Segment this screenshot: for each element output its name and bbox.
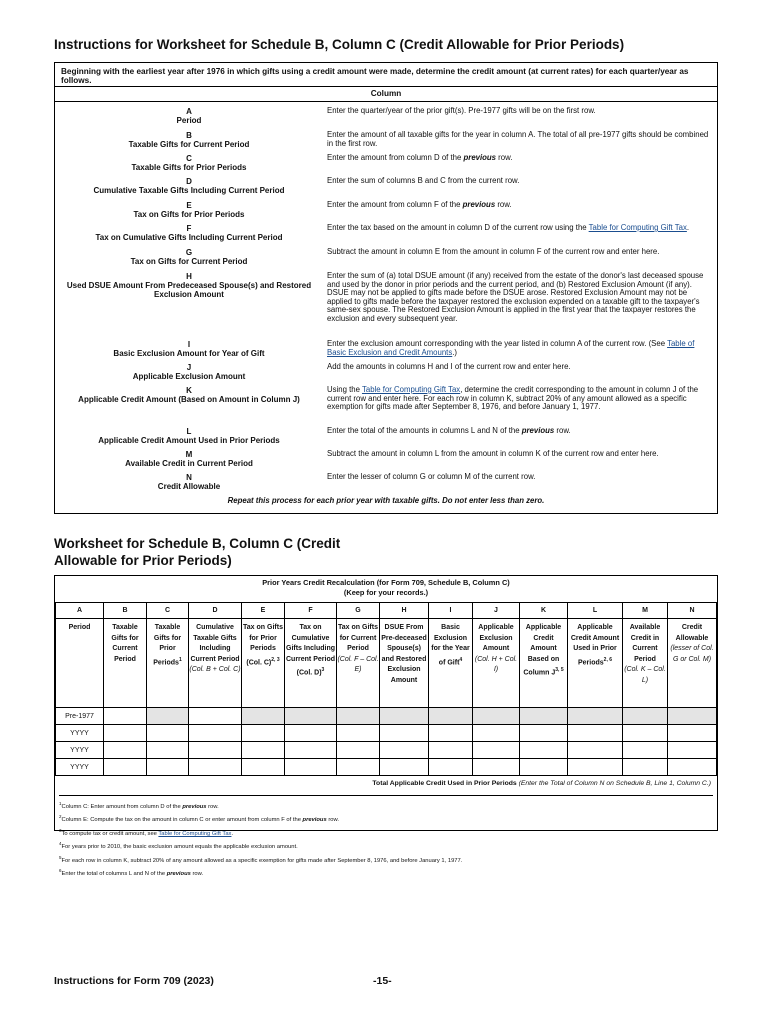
column-letter-cell: A (56, 603, 104, 619)
footnote-text: Column E: Compute the tax on the amount in column C or enter amount from column F of the (61, 817, 303, 824)
instruction-text: Enter the sum of (a) total DSUE amount (if any) received from the estate of the donor's last deceased spouse and used by the donor in prior periods and the current period, and (b) Restored Exclusion Amount (if any). DSUE may not be applied to gifts made before the DSUE arose. Restored Exclusion Amount may not be applied to gifts made before the taxpayer restored the exclusion expended on a taxable gift to the taxpayer's same-sex spouse. The Restored Exclusion Amount is applied in the first year that the taxpayer restores the exclusion and every subsequent year. (327, 271, 704, 323)
column-name: Tax on Cumulative Gifts Including Current Period (95, 233, 283, 242)
worksheet-input-cell[interactable] (623, 708, 668, 725)
instruction-text: row. (495, 200, 512, 209)
instruction-text: Enter the lesser of column G or column M of the current row. (327, 472, 536, 481)
total-line (372, 780, 711, 787)
worksheet-input-cell[interactable] (189, 725, 242, 742)
column-letter: C (186, 154, 192, 163)
worksheet-input-cell[interactable] (380, 742, 429, 759)
worksheet-input-cell[interactable] (242, 725, 285, 742)
column-header-text: Tax on Gifts for Prior Periods (Col. C) (243, 624, 283, 666)
column-instruction (327, 131, 711, 148)
worksheet-input-cell[interactable] (285, 742, 337, 759)
footnote-emphasis: previous (182, 803, 207, 810)
worksheet-input-cell[interactable] (473, 725, 520, 742)
column-instruction (327, 248, 711, 257)
column-letter-cell: I (429, 603, 473, 619)
column-header-text: Taxable Gifts for Prior Periods (153, 624, 182, 666)
column-header-cell (623, 619, 668, 708)
worksheet-input-cell[interactable] (189, 759, 242, 776)
worksheet-input-cell[interactable] (668, 725, 717, 742)
instruction-text: Enter the amount from column F of the (327, 200, 463, 209)
column-header-cell (56, 619, 104, 708)
worksheet-row (56, 742, 717, 759)
column-name-cell (55, 272, 323, 299)
worksheet-input-cell[interactable] (189, 742, 242, 759)
column-instruction (327, 154, 711, 163)
worksheet-input-cell[interactable] (147, 759, 189, 776)
column-formula: (Col. B + Col. C) (189, 666, 241, 673)
instruction-text: Using the (327, 385, 362, 394)
column-instruction (327, 340, 711, 357)
worksheet-input-cell[interactable] (104, 759, 147, 776)
worksheet-input-cell[interactable] (429, 708, 473, 725)
instruction-text: . (686, 223, 690, 232)
footnote-text: Enter the total of columns L and N of the (61, 871, 167, 878)
worksheet-input-cell[interactable] (285, 759, 337, 776)
column-header-text: Applicable Exclusion Amount (478, 624, 514, 652)
footnote (59, 826, 713, 839)
column-instruction (327, 177, 711, 186)
column-name-cell (55, 450, 323, 468)
column-name: Tax on Gifts for Current Period (130, 257, 248, 266)
footer-form-title: Instructions for Form 709 (2023) (54, 975, 214, 987)
worksheet-input-cell[interactable] (520, 742, 568, 759)
column-name-cell (55, 473, 323, 491)
column-letter-cell: M (623, 603, 668, 619)
column-letter-cell: N (668, 603, 717, 619)
column-header-text: Applicable Credit Amount Used in Prior Periods (570, 624, 620, 666)
worksheet-input-cell[interactable] (429, 759, 473, 776)
worksheet-box (54, 575, 718, 878)
footnote-number: 4 (59, 841, 62, 847)
column-formula: (lesser of Col. G or Col. M) (670, 645, 714, 663)
column-instruction (327, 386, 711, 412)
footnote-text: row. (326, 817, 339, 824)
instruction-text: , determine the credit corresponding to the amount in column J of the current row and enter here. For each row in column K, subtract 20% of any amount allowed as a specific exemption for gifts made after September 8, 1976, and before January 1, 1977. (327, 385, 699, 412)
row-period-label: YYYY (56, 759, 104, 776)
footnote-ref: 1 (178, 656, 182, 663)
instruction-text: row. (554, 426, 571, 435)
column-instruction (327, 107, 711, 116)
worksheet-input-cell[interactable] (668, 742, 717, 759)
column-name: Period (176, 116, 202, 125)
column-letter: D (186, 177, 192, 186)
column-header-text: Basic Exclusion for the Year of Gift (431, 624, 470, 666)
column-header-row (56, 619, 717, 708)
column-name: Basic Exclusion Amount for Year of Gift (113, 349, 265, 358)
column-name-cell (55, 363, 323, 381)
column-formula: (Col. H + Col. I) (474, 655, 518, 673)
column-letter-cell: K (520, 603, 568, 619)
column-letter-cell: G (337, 603, 380, 619)
footnote-text: For each row in column K, subtract 20% of any amount allowed as a specific exemption for gifts made after September 8, 1976, and before January 1, 1977. (61, 857, 463, 864)
column-letter: A (186, 107, 192, 116)
column-name-cell (55, 131, 323, 149)
column-instruction (327, 450, 711, 459)
worksheet-input-cell[interactable] (623, 725, 668, 742)
footnote-text: row. (190, 871, 204, 878)
worksheet-input-cell[interactable] (242, 742, 285, 759)
instruction-text: Subtract the amount in column L from the amount in column K of the current row and enter here. (327, 449, 659, 458)
instruction-text: Add the amounts in columns H and I of the current row and enter here. (327, 362, 571, 371)
worksheet-input-cell[interactable] (147, 742, 189, 759)
footnote-number: 1 (59, 801, 62, 806)
worksheet-input-cell[interactable] (337, 708, 380, 725)
column-header-cell (429, 619, 473, 708)
column-header-text: Credit Allowable (675, 624, 709, 642)
total-label: Total Applicable Credit Used in Prior Periods (372, 780, 517, 787)
column-letter: L (186, 427, 192, 436)
worksheet-input-cell[interactable] (242, 759, 285, 776)
row-period-label: Pre-1977 (56, 708, 104, 725)
column-name-cell (55, 340, 323, 358)
column-name-cell (55, 427, 323, 445)
worksheet-input-cell[interactable] (520, 759, 568, 776)
table-link[interactable]: Table of Basic Exclusion and Credit Amounts (327, 339, 695, 357)
instruction-text: Enter the amount from column D of the (327, 153, 464, 162)
repeat-note: Repeat this process for each prior year with taxable gifts. Do not enter less than zero. (227, 496, 545, 505)
worksheet-input-cell[interactable] (380, 759, 429, 776)
total-instruction: (Enter the Total of Column N on Schedule B, Line 1, Column C.) (518, 780, 711, 787)
column-name-cell (55, 224, 323, 242)
column-header-cell (337, 619, 380, 708)
footnote-emphasis: previous (302, 817, 327, 824)
instructions-box (54, 62, 718, 514)
worksheet-input-cell[interactable] (520, 708, 568, 725)
column-header-cell (189, 619, 242, 708)
column-header-text: Period (68, 624, 91, 631)
footnote (59, 866, 713, 879)
column-name: Taxable Gifts for Prior Periods (131, 163, 247, 172)
footnote-ref: 2, 6 (603, 656, 613, 663)
worksheet-input-cell[interactable] (623, 759, 668, 776)
column-letter-cell: C (147, 603, 189, 619)
column-name: Tax on Gifts for Prior Periods (133, 210, 245, 219)
worksheet-input-cell[interactable] (285, 708, 337, 725)
footnote (59, 812, 713, 825)
column-header-text: Tax on Cumulative Gifts Including Current Period (Col. D) (285, 624, 335, 677)
footnote-text: For years prior to 2010, the basic exclusion amount equals the applicable exclusion amount. (61, 844, 298, 851)
worksheet-input-cell[interactable] (242, 708, 285, 725)
column-letter-row (56, 603, 717, 619)
worksheet-input-cell[interactable] (473, 759, 520, 776)
column-name: Applicable Credit Amount Used in Prior Periods (98, 436, 280, 445)
footnote-text: Column C: Enter amount from column D of the (61, 803, 183, 810)
column-name-cell (55, 201, 323, 219)
column-letter: B (186, 131, 192, 140)
column-letter: F (186, 224, 192, 233)
instruction-text: Enter the tax based on the amount in column D of the current row using the (327, 223, 589, 232)
column-instruction (327, 427, 711, 436)
worksheet-input-cell[interactable] (668, 708, 717, 725)
footnote-number: 6 (59, 868, 62, 874)
worksheet-input-cell[interactable] (520, 725, 568, 742)
worksheet-input-cell[interactable] (337, 725, 380, 742)
column-name: Credit Allowable (157, 482, 221, 491)
column-letter: K (186, 386, 192, 395)
column-instruction (327, 363, 711, 372)
worksheet-input-cell[interactable] (147, 708, 189, 725)
instruction-text: Enter the sum of columns B and C from the current row. (327, 176, 520, 185)
column-letter-cell: J (473, 603, 520, 619)
column-header-cell (568, 619, 623, 708)
footnote-number: 3 (59, 827, 62, 833)
footnote-emphasis: previous (166, 871, 191, 878)
worksheet-input-cell[interactable] (285, 725, 337, 742)
column-header-text: Tax on Gifts for Current Period (338, 624, 378, 652)
footnote-ref: 2, 3 (271, 656, 280, 663)
column-name: Applicable Exclusion Amount (132, 372, 246, 381)
column-formula: (Col. F – Col. E) (337, 655, 379, 673)
instruction-text: Enter the quarter/year of the prior gift(s). Pre-1977 gifts will be on the first row. (327, 106, 596, 115)
worksheet-subcaption: (Keep for your records.) (343, 588, 429, 597)
column-header-text: DSUE From Pre-deceased Spouse(s) and Restored Exclusion Amount (381, 624, 427, 684)
footnotes (59, 795, 713, 880)
section1-title: Instructions for Worksheet for Schedule B, Column C (Credit Allowable for Prior Periods) (54, 37, 625, 52)
instruction-text: .) (452, 347, 458, 357)
table-link[interactable]: Table for Computing Gift Tax (361, 385, 461, 394)
column-letter-cell: E (242, 603, 285, 619)
column-header-cell (473, 619, 520, 708)
footnote (59, 799, 713, 812)
worksheet-row (56, 708, 717, 725)
column-letter-cell: D (189, 603, 242, 619)
column-name-cell (55, 248, 323, 266)
footnote (59, 853, 713, 866)
worksheet-input-cell[interactable] (337, 759, 380, 776)
row-period-label: YYYY (56, 742, 104, 759)
footnote-text: . (231, 830, 234, 837)
worksheet-table (55, 602, 717, 776)
footnote-number: 5 (59, 854, 62, 860)
worksheet-input-cell[interactable] (429, 725, 473, 742)
column-instruction (327, 224, 711, 233)
footnote-text: row. (206, 803, 219, 810)
column-name: Cumulative Taxable Gifts Including Current Period (93, 186, 285, 195)
column-header-cell (520, 619, 568, 708)
column-header-text: Applicable Credit Amount Based on Column J (523, 624, 562, 677)
column-instruction (327, 272, 711, 324)
footnote-number: 2 (59, 814, 62, 820)
instruction-text: row. (496, 153, 513, 162)
column-name-cell (55, 107, 323, 125)
column-formula: (Col. K – Col. L) (624, 666, 666, 684)
column-header-text: Taxable Gifts for Current Period (111, 624, 139, 663)
column-letter: M (185, 450, 193, 459)
column-letter: G (185, 248, 193, 257)
instruction-emphasis: previous (462, 200, 496, 209)
worksheet-table-title (55, 576, 717, 602)
column-header-cell (668, 619, 717, 708)
worksheet-input-cell[interactable] (568, 742, 623, 759)
column-name: Available Credit in Current Period (125, 459, 253, 468)
instruction-emphasis: previous (463, 153, 497, 162)
section2-title: Worksheet for Schedule B, Column C (Credit Allowable for Prior Periods) (54, 536, 341, 568)
instruction-text: Subtract the amount in column E from the amount in column F of the current row and enter here. (327, 247, 660, 256)
table-link[interactable]: Table for Computing Gift Tax (158, 830, 232, 837)
worksheet-input-cell[interactable] (429, 742, 473, 759)
worksheet-input-cell[interactable] (337, 742, 380, 759)
column-name: Taxable Gifts for Current Period (128, 140, 250, 149)
worksheet-input-cell[interactable] (623, 742, 668, 759)
instructions-intro: Beginning with the earliest year after 1976 in which gifts using a credit amount were made, determine the credit amount (at current rates) for each quarter/year as follows. (55, 63, 717, 87)
worksheet-row (56, 725, 717, 742)
worksheet-input-cell[interactable] (473, 708, 520, 725)
footnote (59, 839, 713, 852)
footnote-ref: 3 (321, 667, 325, 673)
instruction-emphasis: previous (521, 426, 555, 435)
worksheet-input-cell[interactable] (568, 708, 623, 725)
column-header-cell (380, 619, 429, 708)
column-header-cell (285, 619, 337, 708)
footnote-text: To compute tax or credit amount, see (61, 830, 159, 837)
column-letter: N (186, 473, 192, 482)
column-letter-cell: L (568, 603, 623, 619)
worksheet-row (56, 759, 717, 776)
column-letter-cell: B (104, 603, 147, 619)
worksheet-input-cell[interactable] (473, 742, 520, 759)
column-header-cell (242, 619, 285, 708)
worksheet-input-cell[interactable] (568, 725, 623, 742)
worksheet-input-cell[interactable] (104, 708, 147, 725)
footnote-ref: 4 (459, 656, 463, 663)
worksheet-input-cell[interactable] (104, 725, 147, 742)
column-header-cell (147, 619, 189, 708)
column-letter: H (186, 272, 192, 281)
column-header-text: Available Credit in Current Period (629, 624, 661, 663)
column-name-cell (55, 154, 323, 172)
column-name-cell (55, 386, 323, 404)
instruction-text: Enter the exclusion amount corresponding with the year listed in column A of the current row. (See (327, 339, 668, 348)
column-header-cell (104, 619, 147, 708)
column-header-text: Cumulative Taxable Gifts Including Current Period (190, 624, 240, 663)
column-letter: E (186, 201, 192, 210)
table-link[interactable]: Table for Computing Gift Tax (588, 223, 687, 232)
worksheet-caption: Prior Years Credit Recalculation (for Form 709, Schedule B, Column C) (262, 578, 510, 587)
column-name-cell (55, 177, 323, 195)
column-name: Used DSUE Amount From Predeceased Spouse(s) and Restored Exclusion Amount (66, 281, 312, 299)
footnote-ref: 3, 5 (555, 667, 564, 673)
worksheet-input-cell[interactable] (380, 725, 429, 742)
instruction-text: Enter the amount of all taxable gifts for the year in column A. The total of all pre-1977 gifts should be combined in the first row. (327, 130, 709, 148)
worksheet-input-cell[interactable] (147, 725, 189, 742)
worksheet-input-cell[interactable] (380, 708, 429, 725)
column-letter-cell: H (380, 603, 429, 619)
column-name: Applicable Credit Amount (Based on Amount in Column J) (78, 395, 300, 404)
worksheet-input-cell[interactable] (104, 742, 147, 759)
page-number: -15- (373, 975, 392, 987)
column-instruction (327, 201, 711, 210)
row-period-label: YYYY (56, 725, 104, 742)
column-letter: I (187, 340, 191, 349)
worksheet-input-cell[interactable] (568, 759, 623, 776)
column-letter: J (186, 363, 192, 372)
worksheet-input-cell[interactable] (668, 759, 717, 776)
column-letter-cell: F (285, 603, 337, 619)
column-instruction (327, 473, 711, 482)
instruction-text: Enter the total of the amounts in columns L and N of the (327, 426, 522, 435)
worksheet-input-cell[interactable] (189, 708, 242, 725)
column-header: Column (55, 87, 717, 102)
